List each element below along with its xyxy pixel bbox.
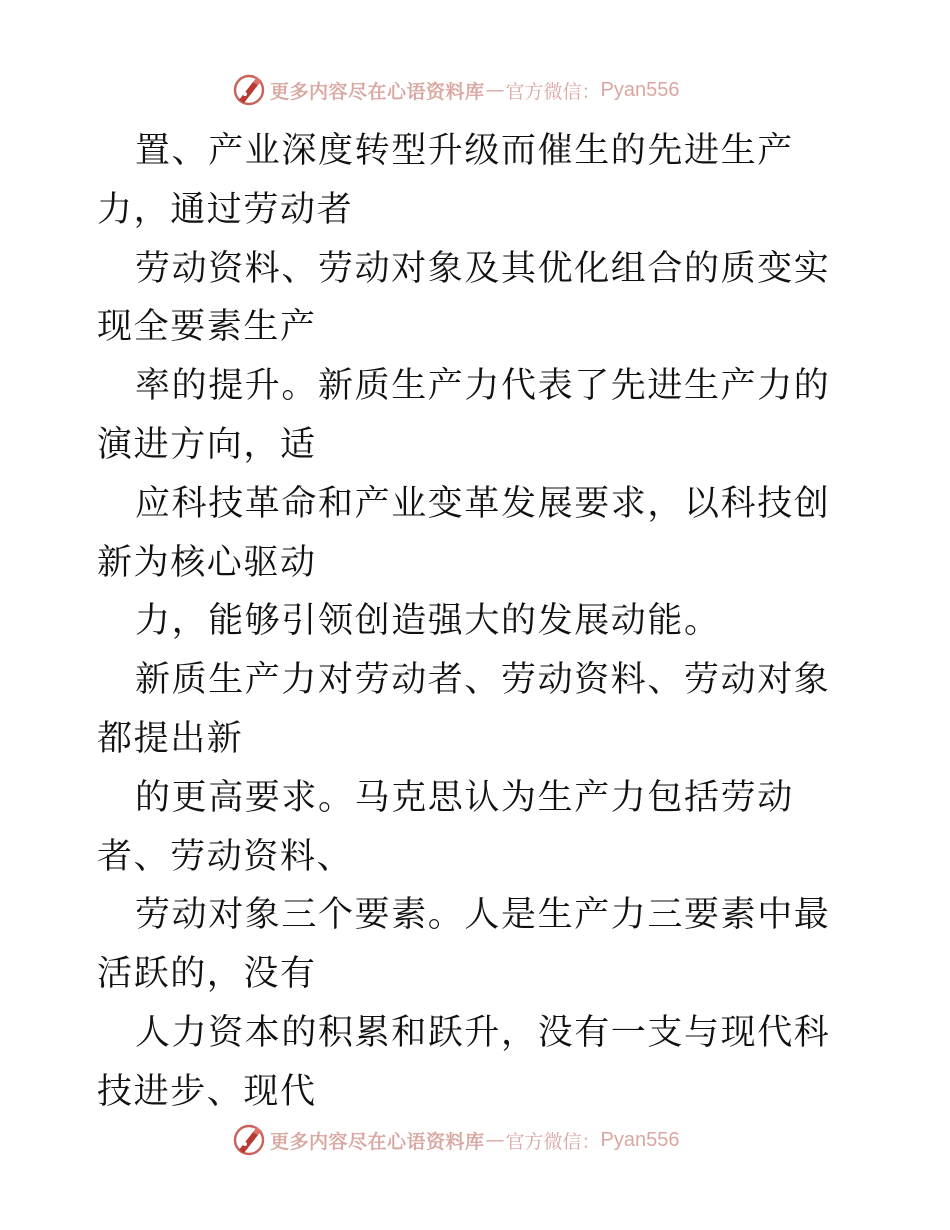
paragraph: 置、产业深度转型升级而催生的先进生产力，通过劳动者 <box>97 131 794 230</box>
paragraph: 的更高要求。马克思认为生产力包括劳动者、劳动资料、 <box>97 777 794 877</box>
banner-wechat-label: 官方微信： <box>505 1130 601 1153</box>
paragraph: 力，能够引领创造强大的发展动能。 <box>135 601 721 642</box>
banner-dash: — <box>485 79 505 101</box>
paragraph: 新质生产力对劳动者、劳动资料、劳动对象都提出新 <box>97 660 831 759</box>
pen-nib-logo-icon <box>232 73 266 107</box>
banner-title: 更多内容尽在心语资料库 <box>270 80 485 103</box>
body-text <box>97 122 857 1122</box>
footer-banner <box>232 1120 732 1160</box>
banner-wechat-id: Pyan556 <box>600 78 680 101</box>
banner-dash: — <box>485 1129 505 1151</box>
paragraph: 人力资本的积累和跃升，没有一支与现代科技进步、现代 <box>97 1012 831 1112</box>
paragraph: 应科技革命和产业变革发展要求，以科技创新为核心驱动 <box>97 483 831 583</box>
paragraph: 劳动对象三个要素。人是生产力三要素中最活跃的，没有 <box>97 895 831 995</box>
paragraph: 劳动资料、劳动对象及其优化组合的质变实现全要素生产 <box>97 248 831 348</box>
banner-wechat-label: 官方微信： <box>505 80 601 103</box>
banner-title: 更多内容尽在心语资料库 <box>270 1130 485 1153</box>
paragraph: 率的提升。新质生产力代表了先进生产力的演进方向，适 <box>97 366 831 465</box>
header-banner <box>232 70 732 110</box>
banner-wechat-id: Pyan556 <box>600 1128 680 1151</box>
pen-nib-logo-icon <box>232 1123 266 1157</box>
